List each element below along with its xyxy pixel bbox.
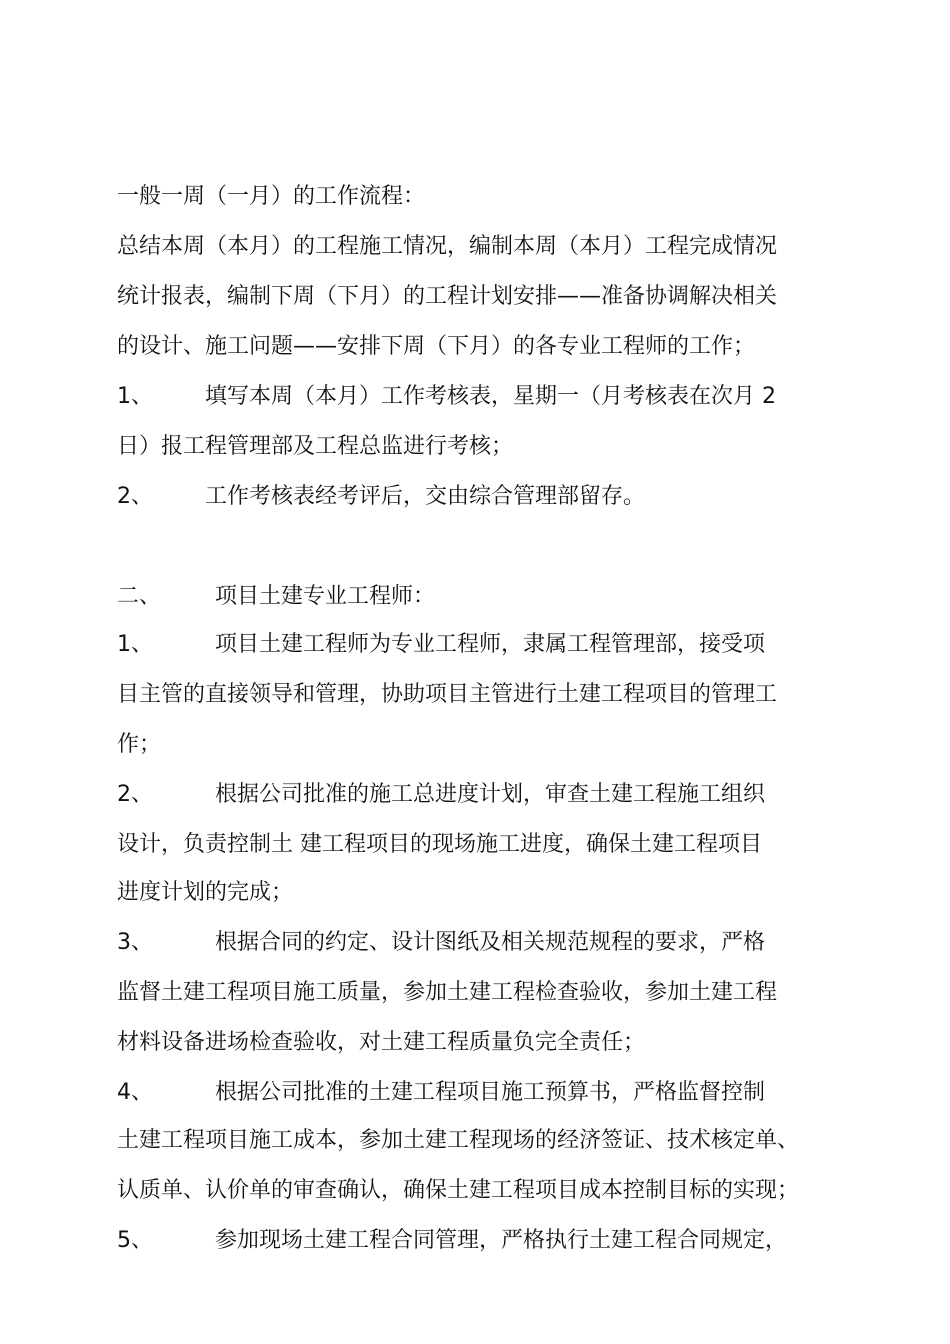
item-text: 根据公司批准的土建工程项目施工预算书，严格监督控制 <box>215 1080 766 1105</box>
item-text: 根据合同的约定、设计图纸及相关规范规程的要求，严格 <box>215 930 766 955</box>
intro-paragraph-line: 的设计、施工问题——安排下周（下月）的各专业工程师的工作； <box>117 334 756 359</box>
item-continuation: 作； <box>117 732 162 757</box>
item-continuation: 设计，负责控制土 建工程项目的现场施工进度，确保土建工程项目 <box>117 832 762 857</box>
item-continuation: 日）报工程管理部及工程总监进行考核； <box>117 434 514 459</box>
item-continuation: 监督土建工程项目施工质量，参加土建工程检查验收，参加土建工程 <box>117 980 778 1005</box>
section-heading <box>117 584 857 610</box>
item-text: 参加现场土建工程合同管理，严格执行土建工程合同规定， <box>215 1228 788 1253</box>
item-continuation: 进度计划的完成； <box>117 880 294 905</box>
duty-item <box>117 930 857 956</box>
item-number: 1、 <box>117 632 153 657</box>
section-number: 二、 <box>117 584 162 609</box>
item-text: 根据公司批准的施工总进度计划，审查土建工程施工组织 <box>215 782 766 807</box>
intro-paragraph-line: 总结本周（本月）的工程施工情况，编制本周（本月）工程完成情况 <box>117 234 778 259</box>
flow-item <box>117 484 857 510</box>
item-number: 1、 <box>117 384 153 409</box>
flow-item <box>117 384 857 410</box>
intro-heading: 一般一周（一月）的工作流程： <box>117 184 426 209</box>
item-number: 2、 <box>117 782 153 807</box>
item-text: 填写本周（本月）工作考核表，星期一（月考核表在次月 2 <box>205 384 776 409</box>
item-number: 4、 <box>117 1080 153 1105</box>
item-continuation: 目主管的直接领导和管理，协助项目主管进行土建工程项目的管理工 <box>117 682 778 707</box>
item-number: 3、 <box>117 930 153 955</box>
intro-paragraph-line: 统计报表，编制下周（下月）的工程计划安排——准备协调解决相关 <box>117 284 778 309</box>
item-continuation: 认质单、认价单的审查确认，确保土建工程项目成本控制目标的实现； <box>117 1178 800 1203</box>
item-number: 5、 <box>117 1228 153 1253</box>
item-text: 工作考核表经考评后，交由综合管理部留存。 <box>205 484 646 509</box>
duty-item <box>117 1080 857 1106</box>
duty-item <box>117 1228 857 1254</box>
duty-item <box>117 782 857 808</box>
duty-item <box>117 632 857 658</box>
item-continuation: 材料设备进场检查验收，对土建工程质量负完全责任； <box>117 1030 646 1055</box>
item-number: 2、 <box>117 484 153 509</box>
item-continuation: 土建工程项目施工成本，参加土建工程现场的经济签证、技术核定单、 <box>117 1128 800 1153</box>
section-title: 项目土建专业工程师： <box>215 584 436 609</box>
item-text: 项目土建工程师为专业工程师，隶属工程管理部，接受项 <box>215 632 766 657</box>
